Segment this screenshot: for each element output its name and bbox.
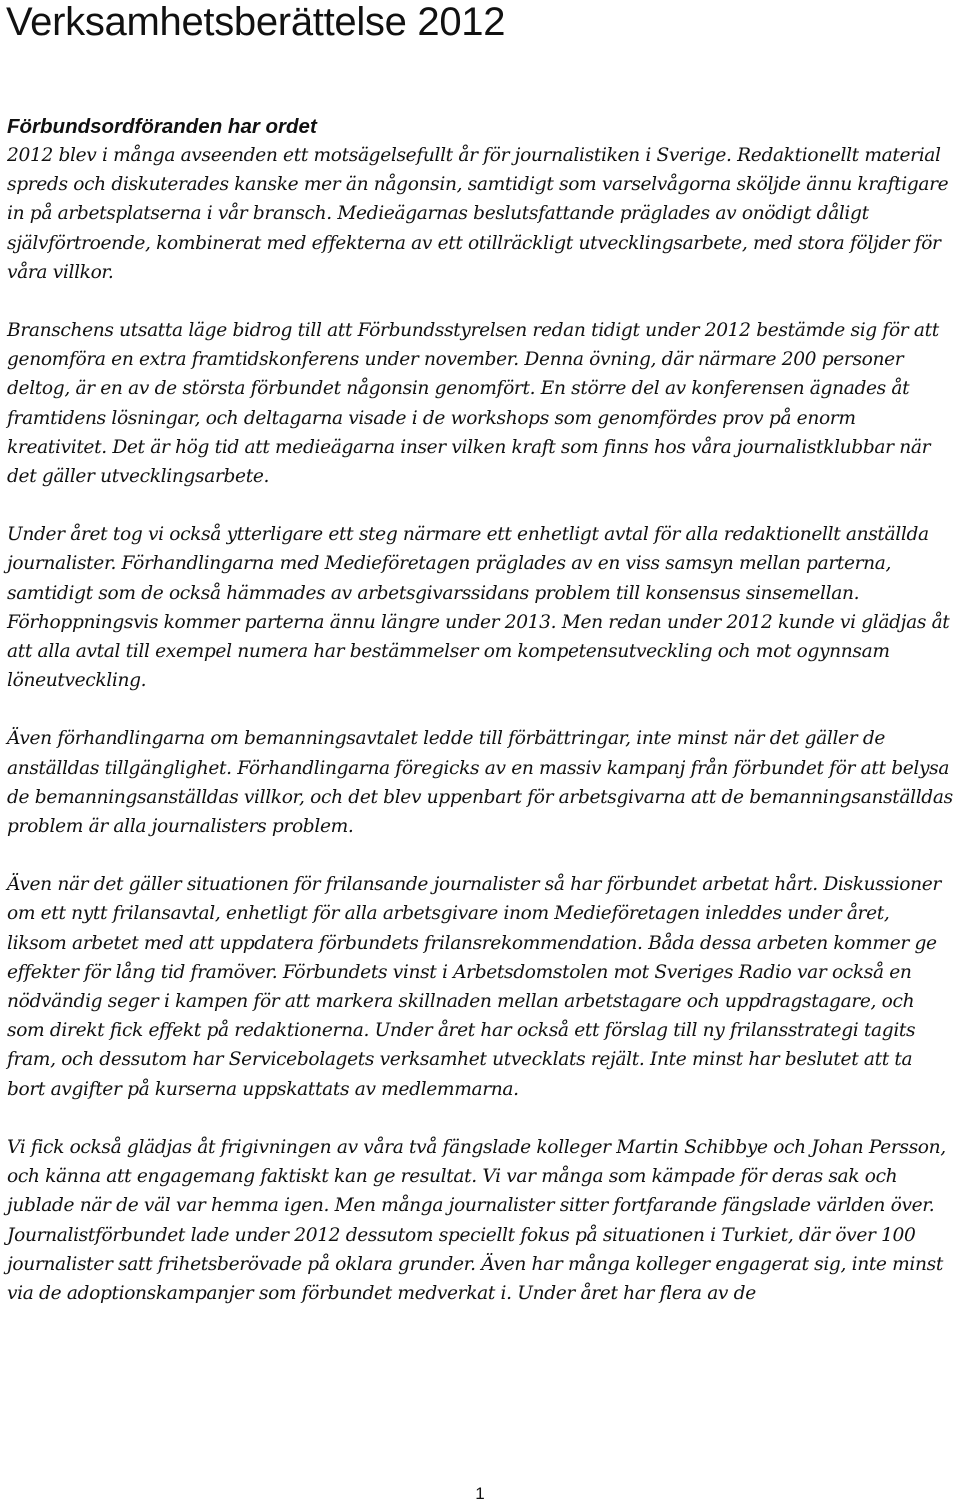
- paragraph: Även förhandlingarna om bemanningsavtalet ledde till förbättringar, inte minst när det gäller de anställdas tillgänglighet. Förhandlingarna föregicks av en massiv kampanj från förbundet för att belysa de bemanningsanställdas villkor, och det blev uppenbart för arbetsgivarna att de bemanningsanställdas problem är alla journalisters problem.: [7, 728, 953, 838]
- document-title: Verksamhetsberättelse 2012: [6, 0, 506, 44]
- paragraph: Branschens utsatta läge bidrog till att Förbundsstyrelsen redan tidigt under 2012 bestämde sig för att genomföra en extra framtidskonferens under november. Denna övning, där närmare 200 personer deltog, är en av de största förbundet någonsin genomfört. En större del av konferensen ägnades åt framtidens lösningar, och deltagarna visade i de workshops som genomfördes prov på enorm kreativitet. Det är hög tid att medieägarna inser vilken kraft som finns hos våra journalistklubbar när det gäller utvecklingsarbete.: [7, 320, 939, 488]
- paragraph: Även när det gäller situationen för frilansande journalister så har förbundet arbetat hårt. Diskussioner om ett nytt frilansavtal, enhetligt för alla arbetsgivare inom Medieföretagen inleddes under året, liksom arbetet med att uppdatera förbundets frilansrekommendation. Båda dessa arbeten kommer ge effekter för lång tid framöver. Förbundets vinst i Arbetsdomstolen mot Sveriges Radio var också en nödvändig seger i kampen för att markera skillnaden mellan arbetstagare och uppdragstagare, och som direkt fick effekt på redaktionerna. Under året har också ett förslag till ny frilansstrategi tagits fram, och dessutom har Servicebolagets verksamhet utvecklats rejält. Inte minst har beslutet att ta bort avgifter på kurserna uppskattats av medlemmarna.: [7, 874, 941, 1100]
- paragraph: Vi fick också glädjas åt frigivningen av våra två fängslade kolleger Martin Schibbye och Johan Persson, och känna att engagemang faktiskt kan ge resultat. Vi var många som kämpade för deras sak och jublade när de väl var hemma igen. Men många journalister sitter fortfarande fängslade världen över. Journalistförbundet lade under 2012 dessutom speciellt fokus på situationen i Turkiet, där över 100 journalister satt frihetsberövade på oklara grunder. Även har många kolleger engagerat sig, inte minst via de adoptionskampanjer som förbundet medverkat i. Under året har flera av de: [7, 1136, 946, 1304]
- page-number: 1: [475, 1484, 485, 1503]
- section-heading: Förbundsordföranden har ordet: [7, 115, 317, 138]
- body-text: [7, 141, 953, 1337]
- paragraph: 2012 blev i många avseenden ett motsägelsefullt år för journalistiken i Sverige. Redaktionellt material spreds och diskuterades kanske mer än någonsin, samtidigt som varselvågorna sköljde ännu kraftigare in på arbetsplatserna i vår bransch. Medieägarnas beslutsfattande präglades av onödigt dåligt självförtroende, kombinerat med effekterna av ett otillräckligt utvecklingsarbete, med stora följder för våra villkor.: [7, 145, 949, 283]
- document-page: [5, 0, 955, 1511]
- paragraph: Under året tog vi också ytterligare ett steg närmare ett enhetligt avtal för alla redaktionellt anställda journalister. Förhandlingarna med Medieföretagen präglades av en viss samsyn mellan parterna, samtidigt som de också hämmades av arbetsgivarssidans problem till konsensus sinsemellan. Förhoppningsvis kommer parterna ännu längre under 2013. Men redan under 2012 kunde vi glädjas åt att alla avtal till exempel numera har bestämmelser om kompetensutveckling och mot ogynnsam löneutveckling.: [7, 524, 950, 692]
